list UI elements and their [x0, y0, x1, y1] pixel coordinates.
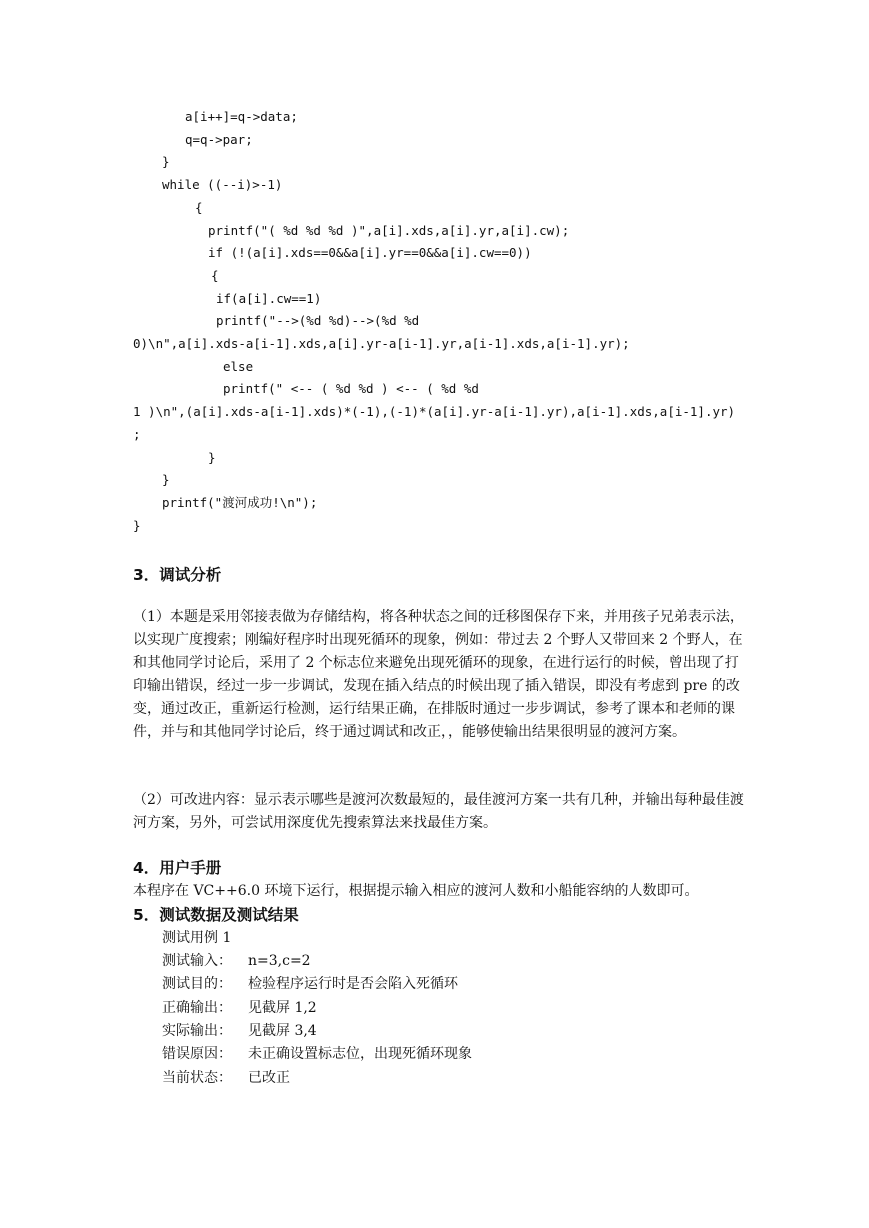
code-line: { — [211, 267, 219, 283]
code-line: } — [133, 517, 141, 533]
code-line: if(a[i].cw==1) — [216, 290, 322, 306]
debug-paragraph-2: （2）可改进内容：显示表示哪些是渡河次数最短的，最佳渡河方案一共有几种，并输出每种最佳渡河方案，另外，可尝试用深度优先搜索算法来找最佳方案。 — [133, 792, 744, 831]
code-line: printf("渡河成功!\n"); — [162, 494, 318, 510]
code-line: ; — [133, 426, 141, 442]
code-line: while ((--i)>-1) — [162, 177, 283, 193]
code-line: if (!(a[i].xds==0&&a[i].yr==0&&a[i].cw==0)) — [208, 245, 532, 261]
code-line: } — [162, 472, 170, 488]
code-line: q=q->par; — [185, 131, 253, 147]
section-heading-manual: 4．用户手册 — [133, 859, 222, 877]
section-heading-debug: 3．调试分析 — [133, 566, 222, 584]
test-case-title: 测试用例 1 — [162, 930, 232, 946]
debug-paragraph-1: （1）本题是采用邻接表做为存储结构，将各种状态之间的迁移图保存下来，并用孩子兄弟表示法，以实现广度搜索；刚编好程序时出现死循环的现象，例如：带过去 2 个野人又带回来 2 个野人，在和其他同学讨论后，采用了 2 个标志位来避免出现死循环的现象，在进行运行的时候，曾出现了打印输出错误，经过一步一步调试，发现在插入结点的时候出现了插入错误，即没有考虑到 pre 的改变，通过改正，重新运行检测，运行结果正确，在排版时通过一步步调试，参考了课本和老师的课件，并与和其他同学讨论后，终于通过调试和改正，，能够使输出结果很明显的渡河方案。 — [133, 609, 744, 740]
test-row-value: n=3,c=2 — [248, 953, 311, 969]
code-line: printf("-->(%d %d)-->(%d %d — [216, 313, 420, 329]
test-row-value: 检验程序运行时是否会陷入死循环 — [248, 976, 458, 993]
test-row-label: 实际输出： — [162, 1022, 232, 1039]
test-row-label: 正确输出： — [162, 999, 232, 1016]
section-heading-test: 5．测试数据及测试结果 — [133, 906, 299, 924]
code-line: printf(" <-- ( %d %d ) <-- ( %d %d — [223, 381, 479, 397]
test-row-value: 见截屏 1,2 — [248, 999, 317, 1016]
code-line: else — [223, 358, 254, 374]
test-row — [162, 997, 317, 1017]
code-line: 1 )\n",(a[i].xds-a[i-1].xds)*(-1),(-1)*(a[i].yr-a[i-1].yr),a[i-1].xds,a[i-1].yr) — [133, 404, 736, 420]
test-row-label: 错误原因： — [162, 1046, 232, 1063]
test-row — [162, 1043, 472, 1063]
test-row — [162, 973, 458, 993]
code-line: } — [208, 449, 216, 465]
test-row-value: 已改正 — [248, 1069, 290, 1086]
code-line: printf("( %d %d %d )",a[i].xds,a[i].yr,a[i].cw); — [208, 222, 570, 238]
test-row-label: 测试目的： — [162, 976, 232, 993]
test-row-value: 未正确设置标志位，出现死循环现象 — [248, 1046, 472, 1063]
test-row — [162, 950, 311, 970]
code-line: a[i++]=q->data; — [185, 109, 298, 124]
test-row-label: 测试输入： — [162, 953, 232, 969]
test-row-label: 当前状态： — [162, 1069, 232, 1086]
code-line: 0)\n",a[i].xds-a[i-1].xds,a[i].yr-a[i-1].yr,a[i-1].xds,a[i-1].yr); — [133, 336, 630, 351]
test-row — [162, 1067, 290, 1087]
manual-text: 本程序在 VC++6.0 环境下运行，根据提示输入相应的渡河人数和小船能容纳的人数即可。 — [133, 883, 699, 899]
test-row — [162, 1020, 317, 1040]
code-line: { — [195, 199, 203, 215]
code-line: } — [162, 154, 170, 170]
test-row-value: 见截屏 3,4 — [248, 1022, 317, 1039]
